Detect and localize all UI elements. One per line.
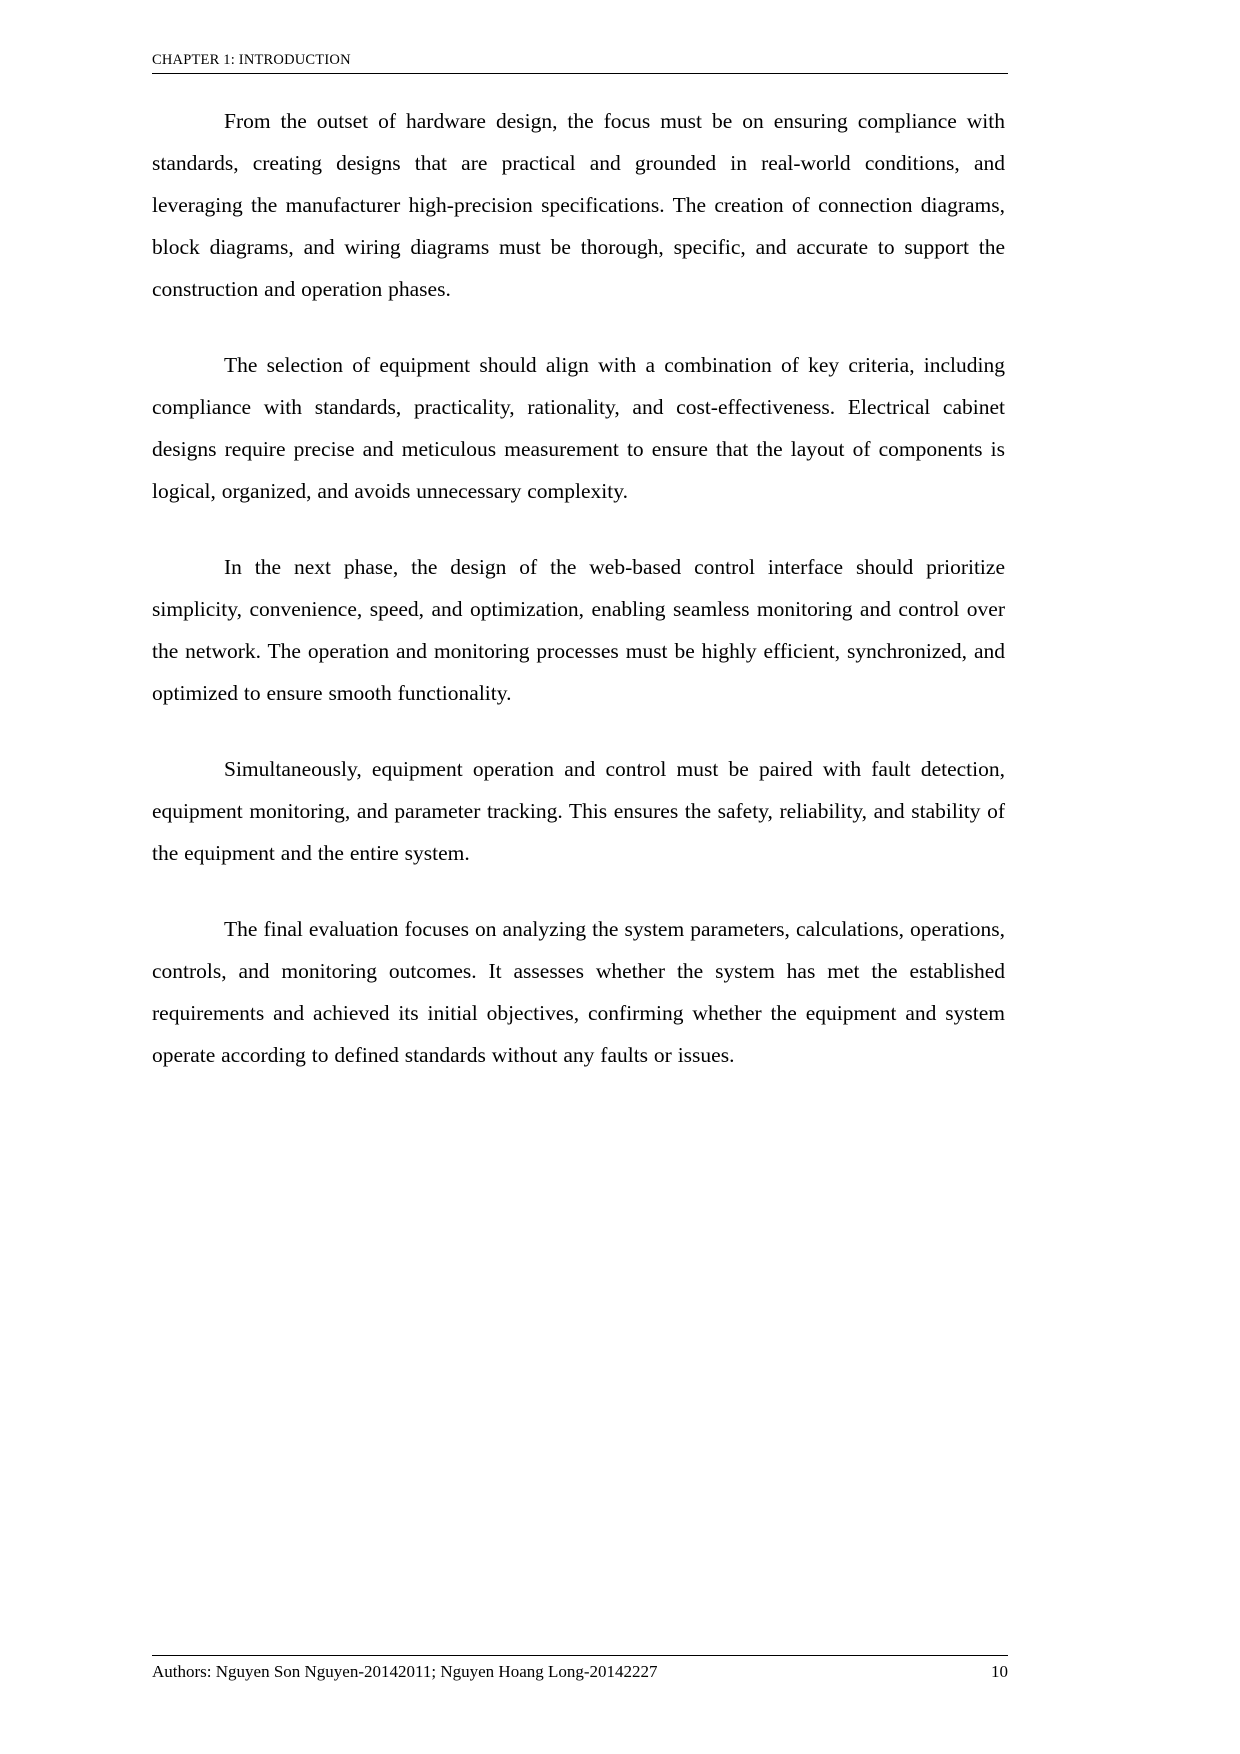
body-paragraph: Simultaneously, equipment operation and control must be paired with fault detection, equipment monitoring, and parameter tracking. This ensures the safety, reliability, and stability of the equipment and the entire system. <box>152 757 1005 865</box>
page-header <box>152 52 1008 74</box>
body-paragraph: In the next phase, the design of the web-based control interface should prioritize simplicity, convenience, speed, and optimization, enabling seamless monitoring and control over the network. The operation and monitoring processes must be highly efficient, synchronized, and optimized to ensure smooth functionality. <box>152 555 1005 705</box>
chapter-header-label: CHAPTER 1: INTRODUCTION <box>152 52 351 68</box>
body-paragraph: The final evaluation focuses on analyzing the system parameters, calculations, operations, controls, and monitoring outcomes. It assesses whether the system has met the established requirements and achieved its initial objectives, confirming whether the equipment and system operate according to defined standards without any faults or issues. <box>152 917 1005 1067</box>
body-paragraph: From the outset of hardware design, the focus must be on ensuring compliance with standards, creating designs that are practical and grounded in real-world conditions, and leveraging the manufacturer high-precision specifications. The creation of connection diagrams, block diagrams, and wiring diagrams must be thorough, specific, and accurate to support the construction and operation phases. <box>152 109 1005 301</box>
page-footer <box>152 1655 1008 1682</box>
footer-page-number: 10 <box>991 1662 1008 1681</box>
footer-authors-label: Authors: Nguyen Son Nguyen-20142011; Nguyen Hoang Long-20142227 <box>152 1662 658 1681</box>
page-body <box>152 100 1005 1076</box>
body-paragraph: The selection of equipment should align with a combination of key criteria, including compliance with standards, practicality, rationality, and cost-effectiveness. Electrical cabinet designs require precise and meticulous measurement to ensure that the layout of components is logical, organized, and avoids unnecessary complexity. <box>152 353 1005 503</box>
